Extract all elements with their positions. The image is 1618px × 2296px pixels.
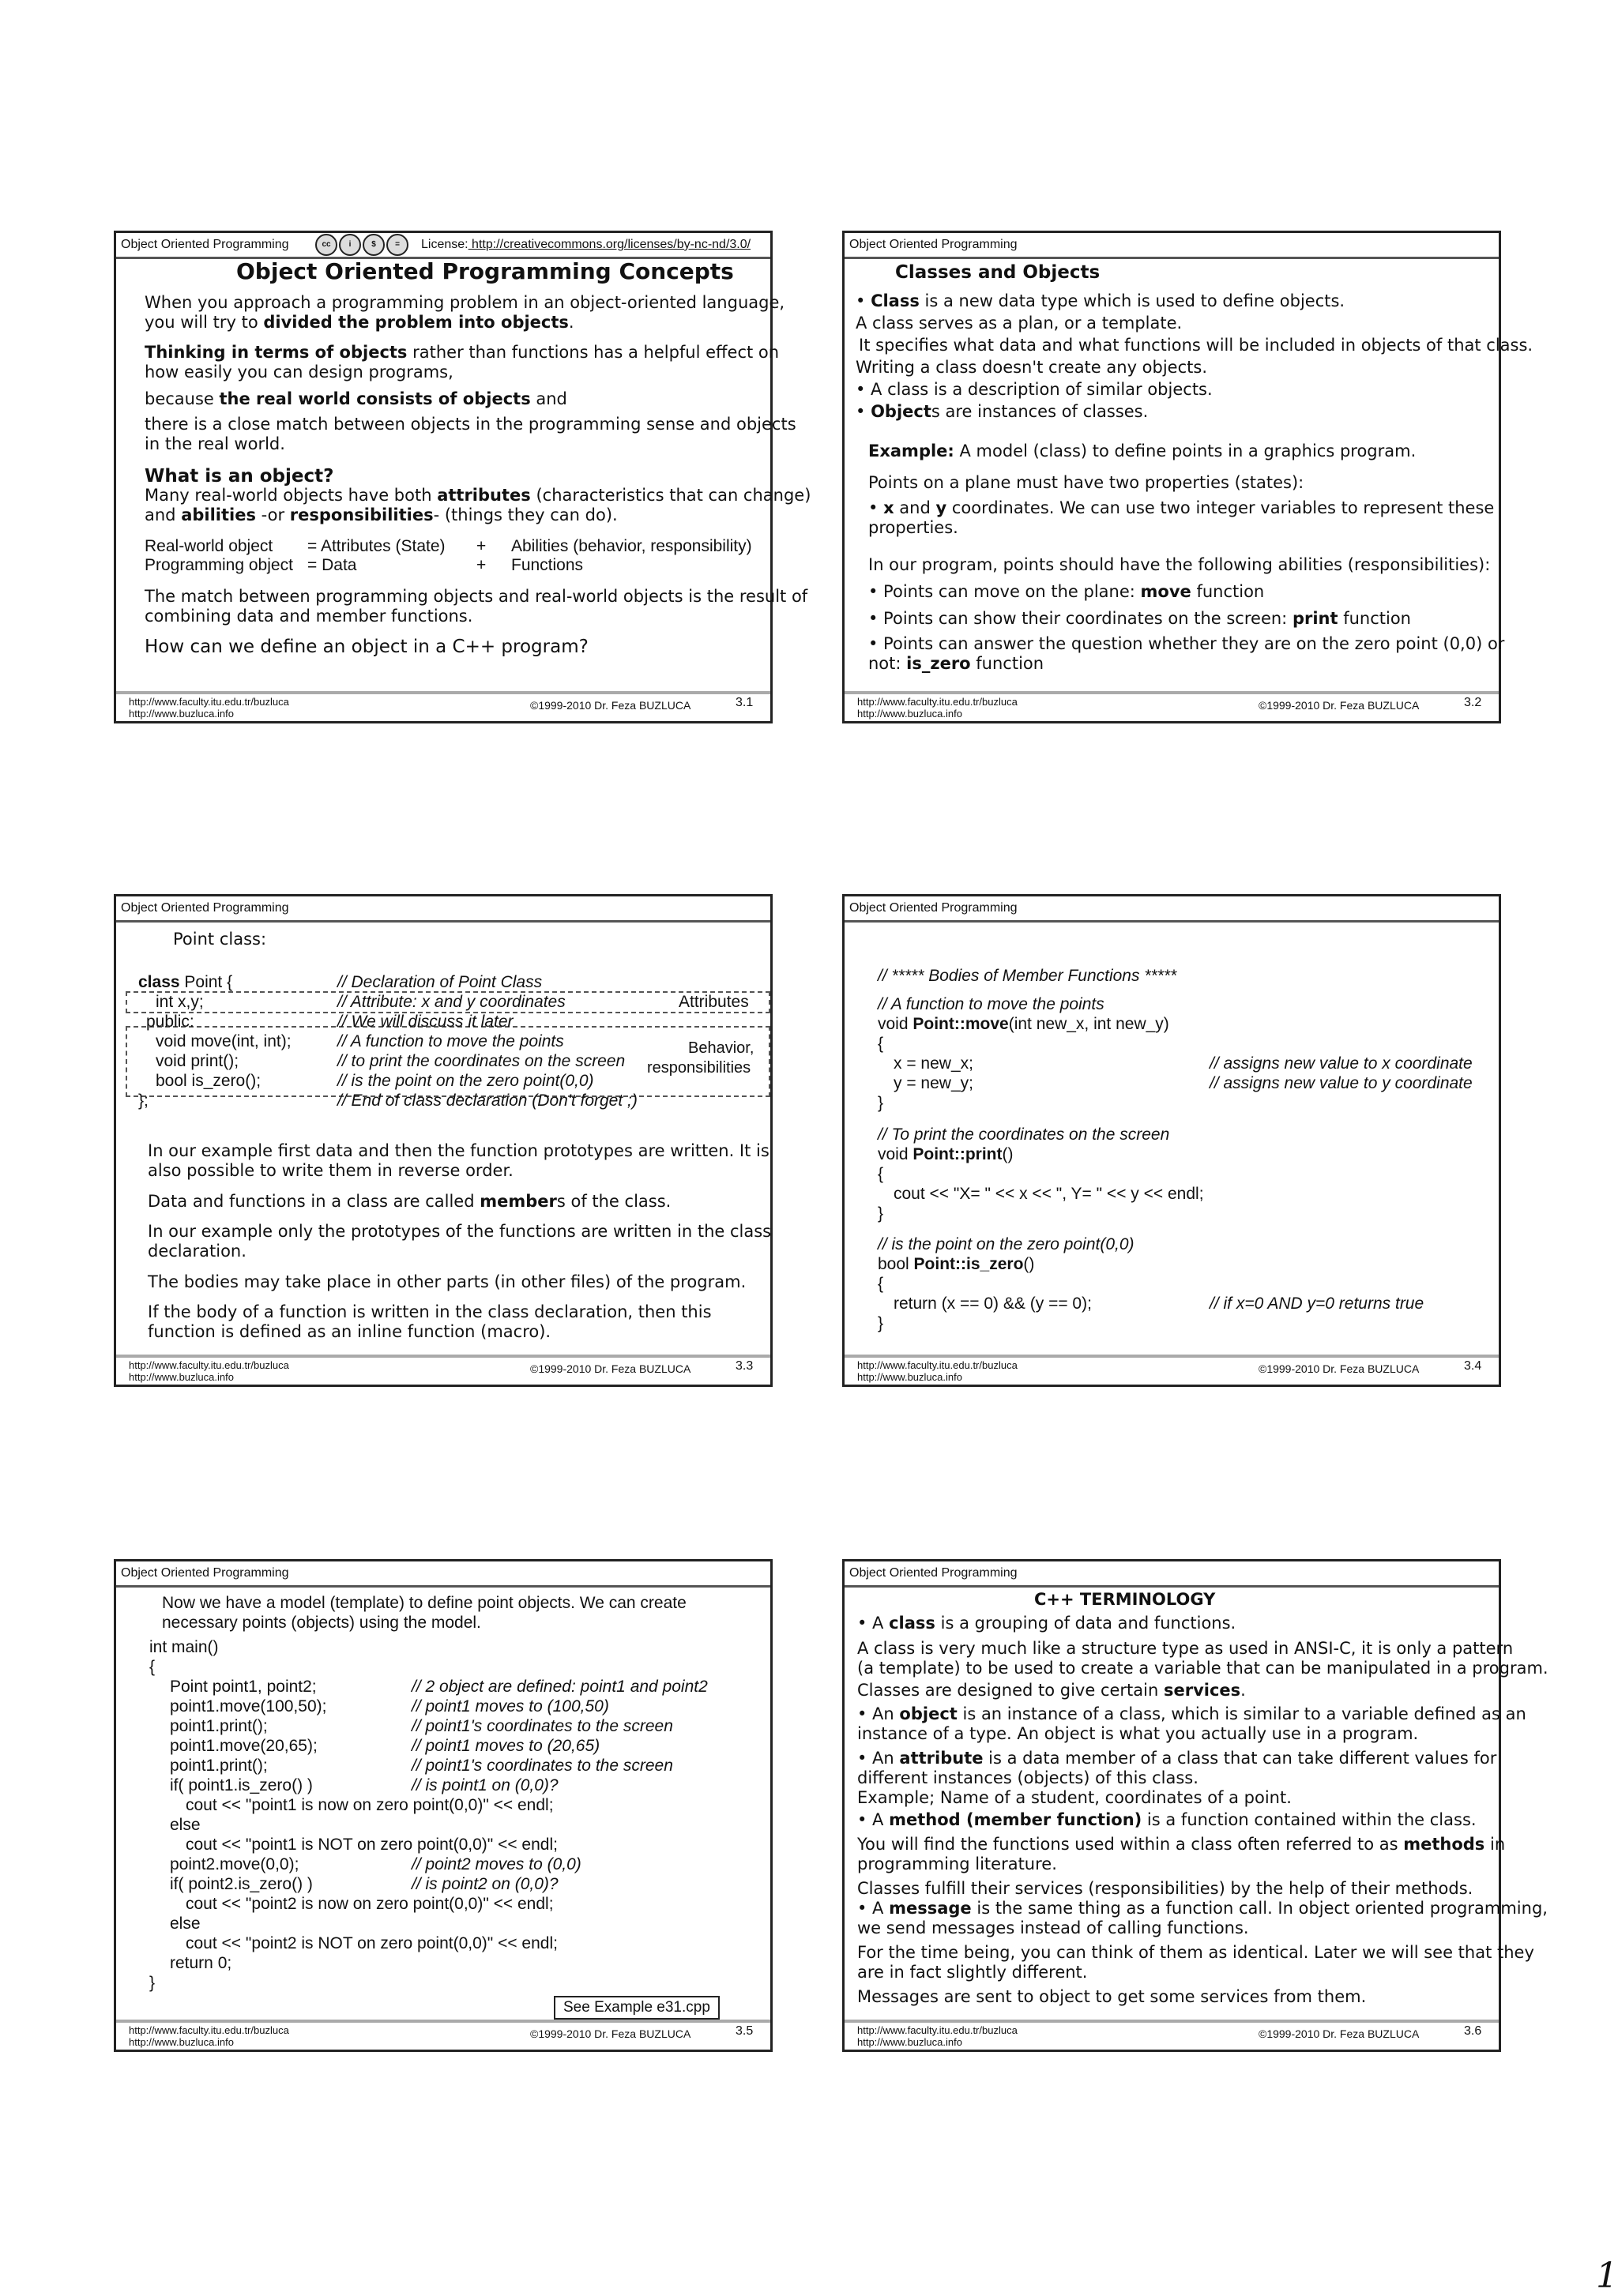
text-line: combining data and member functions.: [145, 607, 473, 626]
code-comment: // point1's coordinates to the screen: [412, 1717, 673, 1735]
code-line: else: [170, 1915, 201, 1933]
license-label: License: http://creativecommons.org/licenses/by-nc-nd/3.0/: [421, 238, 751, 251]
text-line: • x and y coordinates. We can use two integer variables to represent these: [868, 498, 1495, 517]
text-line: Points on a plane must have two properties (states):: [868, 473, 1304, 492]
code-comment: // assigns new value to x coordinate: [1210, 1054, 1473, 1073]
text-line: • An attribute is a data member of a class that can take different values for: [857, 1749, 1497, 1768]
code-line: }: [149, 1974, 156, 1992]
code-comment: // is point1 on (0,0)?: [412, 1776, 559, 1794]
slide-footer: [116, 691, 770, 721]
text-line: Many real-world objects have both attributes (characteristics that can change): [145, 486, 811, 505]
code-line: }: [878, 1094, 884, 1112]
slide-header: [845, 233, 1499, 259]
footer-url: http://www.faculty.itu.edu.tr/buzluca: [129, 2024, 289, 2036]
behavior-label: responsibilities: [647, 1059, 751, 1077]
section-heading: Point class:: [173, 930, 267, 949]
slide-3-1: [114, 231, 811, 723]
code-line: public:: [146, 1013, 194, 1031]
code-comment: // assigns new value to y coordinate: [1210, 1074, 1473, 1092]
text-line: • A class is a grouping of data and functions.: [857, 1614, 1236, 1633]
closing-question: How can we define an object in a C++ program?: [145, 637, 589, 657]
code-line: {: [878, 1275, 884, 1293]
slide-header: [116, 233, 770, 259]
slide-body: [845, 260, 1533, 691]
text-line: in the real world.: [145, 434, 285, 453]
code-line: bool Point::is_zero(): [878, 1255, 1035, 1273]
code-comment: // is the point on the zero point(0,0): [878, 1235, 1134, 1253]
slide-3-5: [114, 1559, 773, 2052]
code-line: point1.move(20,65);: [170, 1737, 318, 1755]
text-line: Writing a class doesn't create any objects.: [856, 358, 1207, 377]
see-example-box: See Example e31.cpp: [554, 1996, 720, 2020]
copyright: ©1999-2010 Dr. Feza BUZLUCA: [530, 699, 691, 712]
slide-3-2: [842, 231, 1533, 723]
slide-footer: [845, 1355, 1499, 1385]
footer-url: http://www.buzluca.info: [129, 708, 234, 720]
copyright: ©1999-2010 Dr. Feza BUZLUCA: [1259, 699, 1420, 712]
table-cell: = Attributes (State): [307, 537, 446, 555]
copyright: ©1999-2010 Dr. Feza BUZLUCA: [530, 1362, 691, 1375]
text-line: • A class is a description of similar objects.: [856, 380, 1213, 399]
text-line: If the body of a function is written in the class declaration, then this: [148, 1302, 712, 1321]
code-line: point1.print();: [170, 1757, 268, 1775]
code-line: {: [149, 1658, 156, 1676]
slide-body: [116, 1588, 770, 2020]
code-line: else: [170, 1816, 201, 1834]
code-line: point1.print();: [170, 1717, 268, 1735]
footer-url: http://www.faculty.itu.edu.tr/buzluca: [129, 696, 289, 708]
slide-number: 3.2: [1464, 696, 1482, 709]
header-title: Object Oriented Programming: [121, 901, 289, 915]
footer-url: http://www.faculty.itu.edu.tr/buzluca: [857, 1359, 1018, 1371]
text-line: and abilities -or responsibilities- (things they can do).: [145, 505, 618, 524]
text-line: • An object is an instance of a class, which is similar to a variable defined as an: [857, 1704, 1526, 1723]
code-line: void print();: [156, 1052, 239, 1070]
text-line: When you approach a programming problem in an object-oriented language,: [145, 293, 785, 312]
code-comment: // A function to move the points: [337, 1032, 564, 1050]
slide-header: [116, 1561, 770, 1588]
slide-title: C++ TERMINOLOGY: [1034, 1590, 1216, 1609]
slide-3-4: [842, 894, 1501, 1387]
code-line: void Point::move(int new_x, int new_y): [878, 1015, 1169, 1033]
text-line: • Objects are instances of classes.: [856, 402, 1149, 421]
code-line: return 0;: [170, 1954, 232, 1972]
code-line: y = new_y;: [894, 1074, 973, 1092]
text-line: A class is very much like a structure type as used in ANSI-C, it is only a pattern: [857, 1639, 1514, 1658]
slide-3-6: [842, 1559, 1548, 2052]
slide-number: 3.3: [736, 1359, 754, 1373]
code-comment: // point1 moves to (20,65): [412, 1737, 600, 1755]
slide-header: [845, 896, 1499, 923]
text-line: also possible to write them in reverse order.: [148, 1161, 514, 1180]
code-comment: // A function to move the points: [878, 995, 1104, 1013]
header-title: Object Oriented Programming: [121, 238, 289, 251]
code-line: x = new_x;: [894, 1054, 973, 1073]
text-line: programming literature.: [857, 1854, 1057, 1873]
text-line: In our example only the prototypes of the functions are written in the class: [148, 1222, 772, 1241]
copyright: ©1999-2010 Dr. Feza BUZLUCA: [1259, 1362, 1420, 1375]
text-line: not: is_zero function: [868, 654, 1044, 673]
creative-commons-icon: cc i $ =: [315, 234, 408, 256]
text-line: Messages are sent to object to get some services from them.: [857, 1987, 1367, 2006]
code-comment: // if x=0 AND y=0 returns true: [1210, 1295, 1424, 1313]
text-line: For the time being, you can think of them as identical. Later we will see that they: [857, 1943, 1534, 1962]
table-cell: +: [476, 556, 487, 574]
code-comment: // point1's coordinates to the screen: [412, 1757, 673, 1775]
code-comment: // We will discuss it later: [337, 1013, 514, 1031]
text-line: are in fact slightly different.: [857, 1963, 1088, 1982]
slide-number: 3.4: [1464, 1359, 1482, 1373]
code-line: cout << "point2 is NOT on zero point(0,0)" << endl;: [186, 1934, 558, 1952]
text-line: • A method (member function) is a function contained within the class.: [857, 1810, 1477, 1829]
code-line: {: [878, 1035, 884, 1053]
text-line: we send messages instead of calling functions.: [857, 1918, 1249, 1937]
code-line: void move(int, int);: [156, 1032, 292, 1050]
text-line: • Points can answer the question whether they are on the zero point (0,0) or: [868, 634, 1505, 653]
code-line: if( point1.is_zero() ): [170, 1776, 313, 1794]
code-line: void Point::print(): [878, 1145, 1014, 1163]
code-line: {: [878, 1165, 884, 1183]
text-line: • Points can show their coordinates on the screen: print function: [868, 609, 1411, 628]
slide-title: Object Oriented Programming Concepts: [236, 258, 734, 284]
text-line: Thinking in terms of objects rather than functions has a helpful effect on: [145, 343, 780, 362]
page-number: 1: [1596, 2256, 1618, 2296]
code-comment: // is point2 on (0,0)?: [412, 1875, 559, 1893]
text-line: You will find the functions used within a class often referred to as methods in: [857, 1835, 1506, 1854]
text-line: In our example first data and then the function prototypes are written. It is: [148, 1141, 769, 1160]
slide-title: Classes and Objects: [895, 262, 1101, 283]
table-cell: +: [476, 537, 487, 555]
license-area: [315, 233, 751, 257]
copyright: ©1999-2010 Dr. Feza BUZLUCA: [1259, 2027, 1420, 2040]
license-link[interactable]: http://creativecommons.org/licenses/by-nc-nd/3.0/: [468, 238, 751, 251]
text-line: different instances (objects) of this class.: [857, 1768, 1198, 1787]
table-cell: = Data: [307, 556, 357, 574]
slide-footer: [845, 691, 1499, 721]
table-cell: Real-world object: [145, 537, 273, 555]
code-line: }: [878, 1204, 884, 1223]
code-line: cout << "point1 is now on zero point(0,0)" << endl;: [186, 1796, 554, 1814]
code-comment: // Declaration of Point Class: [337, 973, 543, 991]
text-line: A class serves as a plan, or a template.: [856, 314, 1183, 333]
code-comment: // to print the coordinates on the screen: [337, 1052, 626, 1070]
code-line: };: [138, 1092, 149, 1110]
text-line: function is defined as an inline function (macro).: [148, 1322, 551, 1341]
code-line: Point point1, point2;: [170, 1678, 317, 1696]
slide-header: [116, 896, 770, 923]
code-line: cout << "point2 is now on zero point(0,0)" << endl;: [186, 1895, 554, 1913]
text-line: because the real world consists of objects and: [145, 389, 567, 408]
behavior-label: Behavior,: [688, 1039, 754, 1057]
text-line: how easily you can design programs,: [145, 363, 453, 381]
slide-3-3: [114, 894, 773, 1387]
footer-url: http://www.buzluca.info: [129, 1371, 234, 1383]
table-cell: Functions: [511, 556, 584, 574]
text-line: • A message is the same thing as a function call. In object oriented programming,: [857, 1899, 1548, 1918]
header-title: Object Oriented Programming: [849, 901, 1018, 915]
text-line: The bodies may take place in other parts (in other files) of the program.: [148, 1272, 747, 1291]
code-comment: // point1 moves to (100,50): [412, 1697, 609, 1715]
footer-url: http://www.buzluca.info: [857, 1371, 962, 1383]
code-line: bool is_zero();: [156, 1072, 262, 1090]
code-line: point1.move(100,50);: [170, 1697, 327, 1715]
code-comment: // 2 object are defined: point1 and point2: [412, 1678, 708, 1696]
footer-url: http://www.faculty.itu.edu.tr/buzluca: [857, 2024, 1018, 2036]
text-line: Example; Name of a student, coordinates of a point.: [857, 1788, 1292, 1807]
slide-body: [116, 923, 770, 1355]
text-line: properties.: [868, 518, 958, 537]
code-line: int x,y;: [156, 993, 204, 1011]
text-line: there is a close match between objects in the programming sense and objects: [145, 415, 796, 434]
code-line: cout << "X= " << x << ", Y= " << y << endl;: [894, 1185, 1204, 1203]
text-line: declaration.: [148, 1242, 246, 1261]
code-comment: // ***** Bodies of Member Functions *****: [878, 967, 1177, 985]
code-line: }: [878, 1314, 884, 1332]
text-line: In our program, points should have the following abilities (responsibilities):: [868, 555, 1491, 574]
slide-number: 3.1: [736, 696, 754, 709]
slide-body: [845, 923, 1499, 1355]
slide-number: 3.6: [1464, 2024, 1482, 2038]
section-heading: What is an object?: [145, 466, 334, 487]
text-line: Classes are designed to give certain services.: [857, 1681, 1246, 1700]
footer-url: http://www.faculty.itu.edu.tr/buzluca: [129, 1359, 289, 1371]
text-line: you will try to divided the problem into objects.: [145, 313, 574, 332]
code-line: point2.move(0,0);: [170, 1855, 299, 1873]
code-line: return (x == 0) && (y == 0);: [894, 1295, 1092, 1313]
footer-url: http://www.buzluca.info: [857, 2036, 962, 2048]
text-line: Data and functions in a class are called members of the class.: [148, 1192, 672, 1211]
text-line: instance of a type. An object is what you actually use in a program.: [857, 1724, 1419, 1743]
attributes-label: Attributes: [679, 993, 749, 1011]
slide-header: [845, 1561, 1499, 1588]
slide-footer: [116, 2020, 770, 2050]
footer-url: http://www.faculty.itu.edu.tr/buzluca: [857, 696, 1018, 708]
text-line: (a template) to be used to create a variable that can be manipulated in a program.: [857, 1659, 1548, 1678]
code-comment: // point2 moves to (0,0): [412, 1855, 581, 1873]
code-comment: // End of class declaration (Don't forget ;): [337, 1092, 638, 1110]
header-title: Object Oriented Programming: [849, 1566, 1018, 1580]
table-cell: Programming object: [145, 556, 293, 574]
footer-url: http://www.buzluca.info: [129, 2036, 234, 2048]
text-line: Example: A model (class) to define points in a graphics program.: [868, 442, 1417, 460]
slide-number: 3.5: [736, 2024, 754, 2038]
slide-body: [116, 258, 811, 691]
text-line: Classes fulfill their services (responsibilities) by the help of their methods.: [857, 1879, 1473, 1898]
text-line: Now we have a model (template) to define point objects. We can create: [162, 1594, 687, 1612]
code-line: if( point2.is_zero() ): [170, 1875, 313, 1893]
copyright: ©1999-2010 Dr. Feza BUZLUCA: [530, 2027, 691, 2040]
slide-footer: [116, 1355, 770, 1385]
header-title: Object Oriented Programming: [849, 238, 1018, 251]
code-line: int main(): [149, 1638, 219, 1656]
slide-body: [845, 1588, 1548, 2020]
code-comment: // To print the coordinates on the screen: [878, 1125, 1170, 1144]
text-line: The match between programming objects and real-world objects is the result of: [145, 587, 808, 606]
slide-footer: [845, 2020, 1499, 2050]
text-line: It specifies what data and what functions will be included in objects of that class.: [859, 336, 1533, 355]
text-line: • Points can move on the plane: move function: [868, 582, 1265, 601]
code-comment: // Attribute: x and y coordinates: [337, 993, 566, 1011]
footer-url: http://www.buzluca.info: [857, 708, 962, 720]
code-line: cout << "point1 is NOT on zero point(0,0)" << endl;: [186, 1836, 558, 1854]
code-line: class Point {: [138, 973, 233, 991]
text-line: necessary points (objects) using the model.: [162, 1614, 481, 1632]
code-comment: // is the point on the zero point(0,0): [337, 1072, 594, 1090]
text-line: • Class is a new data type which is used to define objects.: [856, 291, 1345, 310]
header-title: Object Oriented Programming: [121, 1566, 289, 1580]
table-cell: Abilities (behavior, responsibility): [511, 537, 752, 555]
